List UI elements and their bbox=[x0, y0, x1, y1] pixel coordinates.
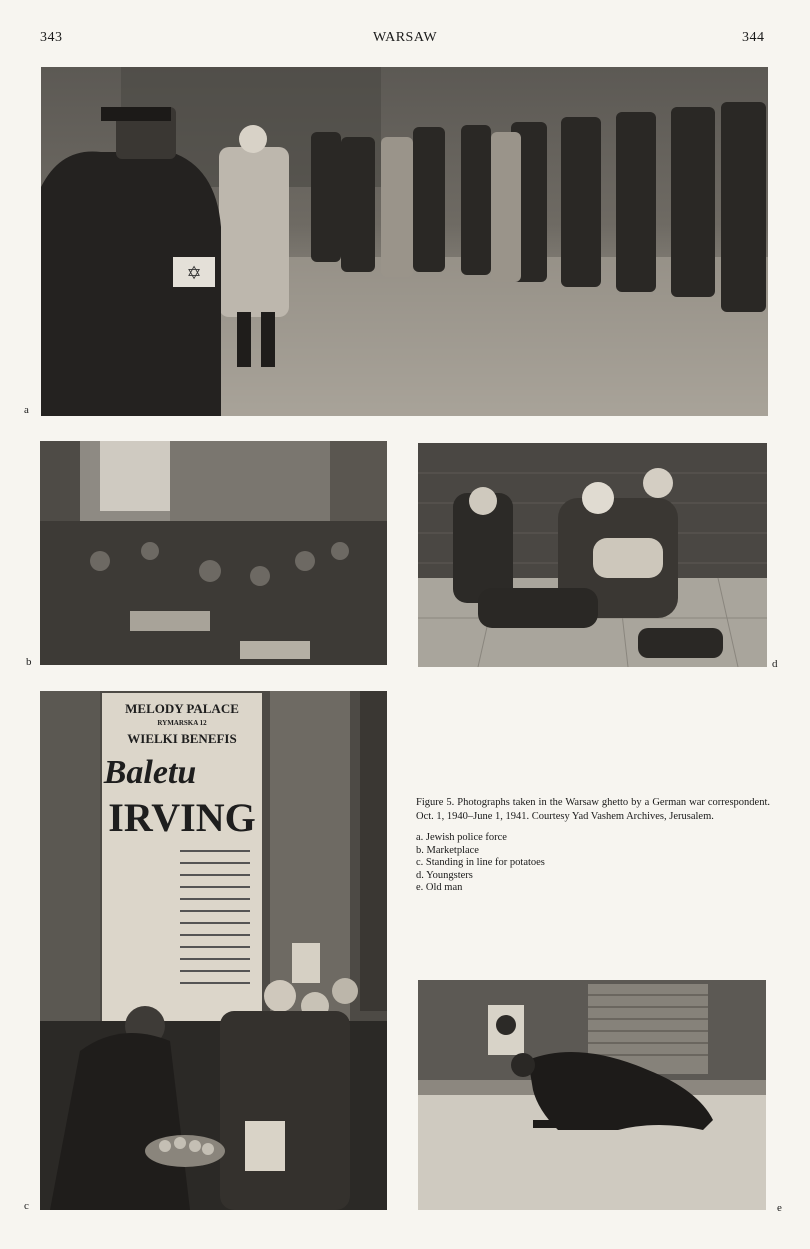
photo-a-image bbox=[41, 67, 768, 416]
photo-e-image bbox=[418, 980, 766, 1210]
caption-item-a: a. Jewish police force bbox=[416, 832, 507, 843]
photo-b-letter: b bbox=[26, 656, 32, 668]
photo-a bbox=[41, 67, 768, 416]
photo-b-image bbox=[40, 441, 387, 665]
poster-line-2: RYMARSKA 12 bbox=[157, 719, 207, 727]
caption-item-e: e. Old man bbox=[416, 882, 463, 893]
poster-line-1: MELODY PALACE bbox=[125, 701, 239, 716]
caption-item-c: c. Standing in line for potatoes bbox=[416, 857, 545, 868]
caption-item-b: b. Marketplace bbox=[416, 844, 479, 856]
photo-e bbox=[418, 980, 766, 1210]
photo-e-letter: e bbox=[777, 1202, 782, 1214]
poster-line-5: IRVING bbox=[108, 795, 256, 840]
svg-text:✡: ✡ bbox=[186, 263, 202, 284]
left-page-number: 343 bbox=[40, 30, 63, 45]
photo-c-image bbox=[40, 691, 387, 1210]
caption-text: Figure 5. Photographs taken in the Warsaw ghetto by a German war correspondent. Oct. 1, 1940–June 1, 1941. Courtesy Yad Vashem Archives, Jerusalem. bbox=[416, 797, 770, 822]
caption-list bbox=[416, 832, 770, 895]
photo-d bbox=[418, 443, 767, 667]
poster-line-4: Baletu bbox=[103, 754, 197, 791]
photo-d-image bbox=[418, 443, 767, 667]
photo-c bbox=[40, 691, 387, 1210]
right-page-number: 344 bbox=[742, 30, 765, 45]
poster-line-3: WIELKI BENEFIS bbox=[127, 731, 237, 746]
caption-item-d: d. Youngsters bbox=[416, 869, 473, 881]
photo-a-letter: a bbox=[24, 404, 29, 416]
figure-caption bbox=[416, 796, 770, 895]
photo-d-letter: d bbox=[772, 658, 778, 670]
photo-c-letter: c bbox=[24, 1200, 29, 1212]
photo-b bbox=[40, 441, 387, 665]
running-title: WARSAW bbox=[372, 30, 438, 45]
